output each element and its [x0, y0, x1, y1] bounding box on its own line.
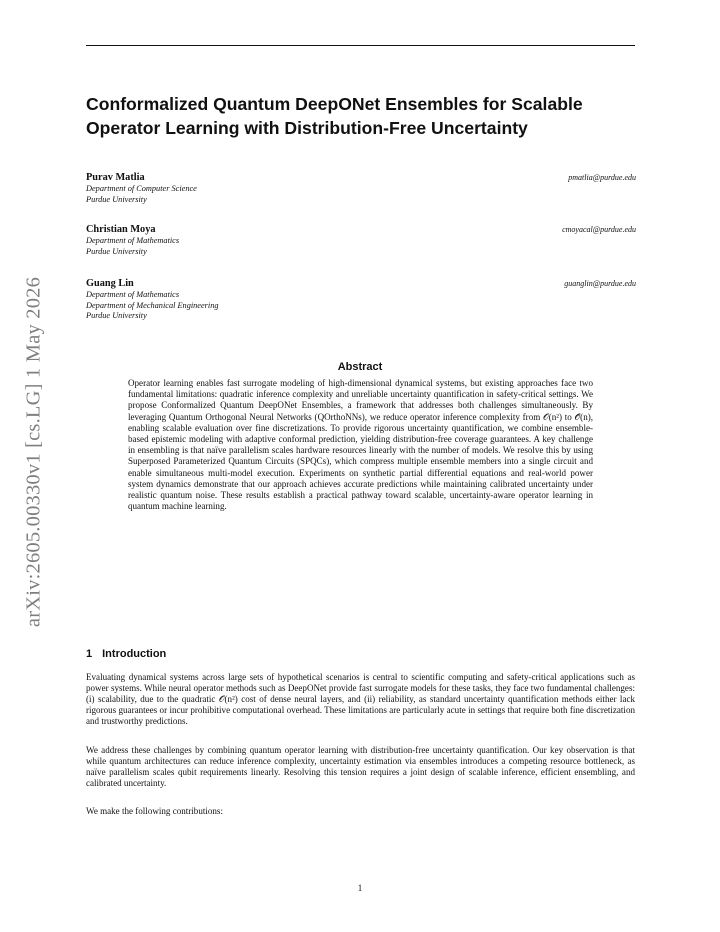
author-affiliation: Purdue University [86, 311, 147, 321]
author-block [86, 172, 636, 205]
author-block [86, 278, 636, 322]
author-block [86, 224, 636, 257]
abstract-heading: Abstract [337, 361, 383, 373]
section-title: Introduction [102, 648, 167, 660]
body-paragraph: Evaluating dynamical systems across large sets of hypothetical scenarios is central to scientific computing and safety-critical applications such as power systems. While neural operator methods such as DeepONet provide fast surrogate models for these tasks, they face two fundamental challenges: (i) scalability, due to the quadratic 𝒪(n²) cost of dense neural layers, and (ii) reliability, as standard uncertainty quantification methods either lack rigorous guarantees or incur prohibitive computational overhead. These limitations are particularly acute in settings that require both fine discretization and trustworthy predictions. [86, 672, 635, 727]
author-name: Purav Matlia [86, 172, 145, 183]
top-rule [86, 45, 635, 46]
abstract-text: Operator learning enables fast surrogate modeling of high-dimensional dynamical systems, but existing approaches face two fundamental limitations: quadratic inference complexity and unreliable uncertainty quantification in safety-critical settings. We propose Conformalized Quantum DeepONet Ensembles, a framework that addresses both challenges simultaneously. By leveraging Quantum Orthogonal Neural Networks (QOrthoNNs), we reduce operator inference complexity from 𝒪(n²) to 𝒪̃(n), enabling scalable evaluation over fine discretizations. To provide rigorous uncertainty quantification, we combine ensemble-based epistemic modeling with adaptive conformal prediction, yielding distribution-free coverage guarantees. A key challenge in ensembling is that naïve parallelism scales hardware resources linearly with the number of models. We resolve this by using Superposed Parameterized Quantum Circuits (SPQCs), which compress multiple ensemble members into a single circuit and enable simultaneous multi-model execution. Experiments on synthetic partial differential equations and real-world power system dynamics demonstrate that our approach achieves accurate predictions while maintaining calibrated uncertainty under realistic quantum noise. These results establish a practical pathway toward scalable, uncertainty-aware operator learning in quantum machine learning. [128, 378, 593, 512]
author-name: Christian Moya [86, 224, 156, 235]
body-paragraph: We make the following contributions: [86, 806, 223, 816]
author-name: Guang Lin [86, 278, 134, 289]
arxiv-stamp-text[interactable]: arXiv:2605.00330v1 [cs.LG] 1 May 2026 [22, 276, 45, 628]
author-affiliation: Department of Computer Science [86, 184, 197, 193]
page-number: 1 [357, 883, 363, 893]
section-heading [86, 648, 166, 660]
author-email[interactable]: cmoyacal@purdue.edu [562, 225, 636, 234]
author-affiliation: Purdue University [86, 194, 147, 204]
author-email[interactable]: guanglin@purdue.edu [564, 279, 636, 288]
author-email[interactable]: pmatlia@purdue.edu [568, 173, 636, 182]
author-affiliation: Purdue University [86, 246, 147, 256]
author-affiliation: Department of Mechanical Engineering [86, 300, 219, 310]
author-affiliation: Department of Mathematics [86, 290, 180, 299]
body-paragraph: We address these challenges by combining quantum operator learning with distribution-free uncertainty quantification. Our key observation is that while quantum architectures can reduce inference complexity, uncertainty estimation via ensembles introduces a competing resource bottleneck, as naïve parallelism scales qubit requirements linearly. Resolving this tension requires a joint design of scalable inference, efficient ensembling, and calibrated uncertainty. [86, 745, 635, 789]
author-affiliation: Department of Mathematics [86, 236, 180, 245]
paper-title: Conformalized Quantum DeepONet Ensembles for Scalable Operator Learning with Distribution-Free Uncertainty [86, 94, 583, 138]
section-number: 1 [86, 648, 93, 660]
